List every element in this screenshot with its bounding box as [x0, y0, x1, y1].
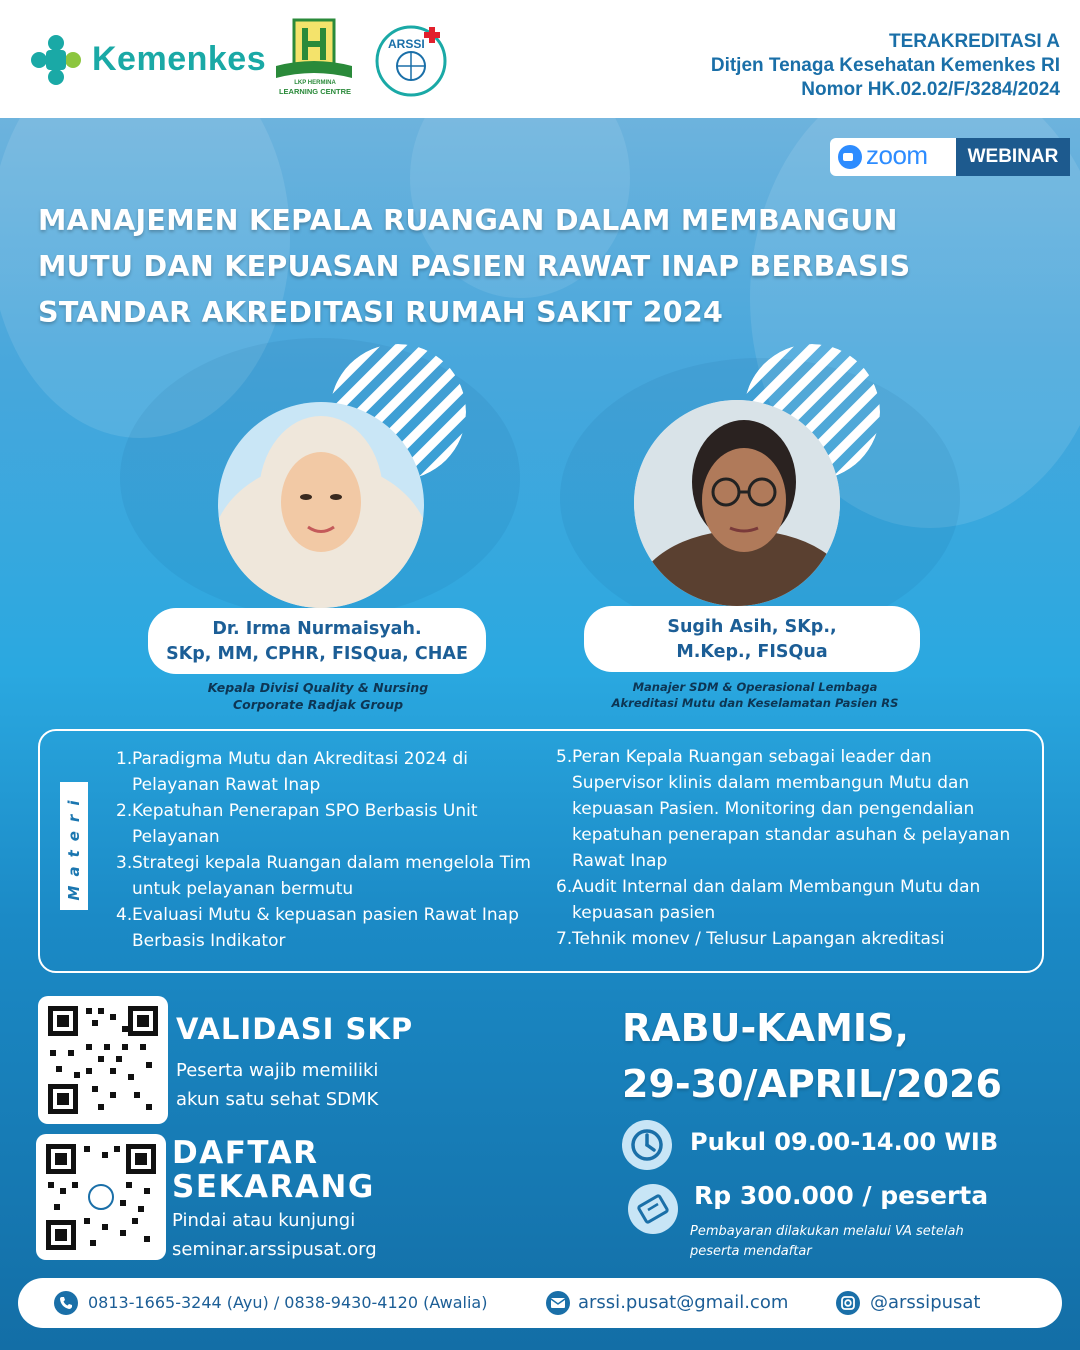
materi-item-line: Strategi kepala Ruangan dalam mengelola Tim — [132, 853, 531, 873]
speaker-1-name-line2: SKp, MM, CPHR, FISQua, CHAE — [166, 644, 468, 664]
materi-item-3 — [116, 850, 546, 902]
materi-item-number: 1. — [116, 749, 133, 769]
event-time: Pukul 09.00-14.00 WIB — [690, 1128, 999, 1156]
materi-item-7 — [556, 926, 1036, 952]
event-date — [622, 1000, 1002, 1112]
speaker-1-name-line1: Dr. Irma Nurmaisyah. — [212, 619, 422, 639]
event-price: Rp 300.000 / peserta — [694, 1181, 989, 1210]
materi-label: Materi — [65, 791, 83, 901]
speaker-1-role-line2: Corporate Radjak Group — [232, 697, 404, 712]
validasi-line1: Peserta wajib memiliki — [176, 1060, 379, 1081]
hermina-caption-big: LEARNING CENTRE — [278, 87, 352, 97]
materi-item-6 — [556, 874, 1036, 926]
zoom-label: zoom — [866, 140, 928, 170]
materi-item-line: Kepatuhan Penerapan SPO Berbasis Unit — [132, 801, 478, 821]
materi-item-number: 5. — [556, 747, 573, 767]
arssi-logo-text: ARSSI — [388, 37, 425, 51]
materi-item-line: kepuasan pasien — [572, 903, 716, 923]
contact-email[interactable]: arssi.pusat@gmail.com — [578, 1292, 789, 1313]
speaker-name-box-1 — [148, 608, 486, 674]
materi-item-2 — [116, 798, 546, 850]
materi-item-line: Evaluasi Mutu & kepuasan pasien Rawat Inap — [132, 905, 519, 925]
clock-icon — [622, 1120, 672, 1170]
materi-list-right — [556, 744, 1036, 952]
materi-item-number: 6. — [556, 877, 573, 897]
hermina-caption — [270, 80, 360, 96]
contact-instagram[interactable]: @arssipusat — [870, 1292, 981, 1313]
zoom-icon — [838, 145, 862, 169]
materi-item-number: 7. — [556, 929, 573, 949]
daftar-qr-code[interactable] — [36, 1134, 166, 1260]
materi-item-line: Pelayanan Rawat Inap — [132, 775, 321, 795]
event-date-line2: 29-30/APRIL/2026 — [622, 1062, 1002, 1106]
materi-item-line: Supervisor klinis dalam membangun Mutu dan — [572, 773, 970, 793]
title-line1: MANAJEMEN KEPALA RUANGAN DALAM MEMBANGUN — [38, 204, 898, 237]
hermina-caption-small: LKP HERMINA — [294, 80, 336, 86]
materi-item-line: kepuasan Pasien. Monitoring dan pengendalian — [572, 799, 975, 819]
zoom-badge — [830, 138, 956, 176]
materi-item-number: 2. — [116, 801, 133, 821]
validasi-qr-code[interactable] — [38, 996, 168, 1124]
speaker-2-role-line2: Akreditasi Mutu dan Keselamatan Pasien RS — [611, 696, 899, 710]
mail-icon — [546, 1291, 570, 1315]
speaker-avatar-1 — [218, 402, 424, 608]
validasi-line2: akun satu sehat SDMK — [176, 1089, 379, 1110]
daftar-title-line1: DAFTAR — [172, 1135, 319, 1171]
speaker-photo-1 — [218, 402, 424, 608]
phone-icon — [54, 1291, 78, 1315]
title-line3: STANDAR AKREDITASI RUMAH SAKIT 2024 — [38, 296, 724, 329]
daftar-link[interactable]: seminar.arssipusat.org — [172, 1239, 377, 1260]
daftar-line1: Pindai atau kunjungi — [172, 1210, 356, 1231]
speaker-2-role-line1: Manajer SDM & Operasional Lembaga — [632, 680, 878, 694]
materi-item-line: Pelayanan — [132, 827, 220, 847]
materi-item-line: Peran Kepala Ruangan sebagai leader dan — [572, 747, 932, 767]
materi-item-line: Audit Internal dan dalam Membangun Mutu dan — [572, 877, 981, 897]
speaker-avatar-2 — [634, 400, 840, 606]
ticket-icon — [628, 1184, 678, 1234]
accreditation-line3: Nomor HK.02.02/F/3284/2024 — [801, 79, 1060, 100]
materi-item-line: Rawat Inap — [572, 851, 668, 871]
materi-item-line: Paradigma Mutu dan Akreditasi 2024 di — [132, 749, 468, 769]
accreditation-line1: TERAKREDITASI A — [889, 31, 1060, 52]
accreditation-line2: Ditjen Tenaga Kesehatan Kemenkes RI — [710, 55, 1060, 76]
materi-label-tab — [60, 782, 88, 910]
materi-item-5 — [556, 744, 1036, 874]
validasi-title: VALIDASI SKP — [176, 1012, 414, 1046]
materi-item-line: kepatuhan penerapan standar asuhan & pelayanan — [572, 825, 1011, 845]
materi-item-line: untuk pelayanan bermutu — [132, 879, 354, 899]
speaker-2-name-line2: M.Kep., FISQua — [676, 642, 828, 662]
daftar-text — [172, 1206, 377, 1264]
qr-code-icon — [44, 1142, 158, 1252]
materi-list-left — [116, 746, 546, 954]
kemenkes-wordmark: Kemenkes — [92, 40, 267, 78]
speaker-role-2 — [574, 679, 936, 711]
accreditation-block — [711, 30, 1060, 102]
event-date-line1: RABU-KAMIS, — [622, 1006, 909, 1050]
materi-item-line: Berbasis Indikator — [132, 931, 286, 951]
speaker-role-1 — [148, 679, 488, 713]
payment-note — [690, 1222, 1030, 1262]
speaker-photo-2 — [634, 400, 840, 606]
payment-note-line2: peserta mendaftar — [690, 1244, 812, 1259]
speaker-name-box-2 — [584, 606, 920, 672]
background-photo-silhouettes — [0, 118, 1080, 638]
materi-item-1 — [116, 746, 546, 798]
kemenkes-logo-icon — [30, 34, 82, 86]
speaker-1-role-line1: Kepala Divisi Quality & Nursing — [207, 680, 429, 695]
validasi-text — [176, 1056, 378, 1114]
contact-phone[interactable]: 0813-1665-3244 (Ayu) / 0838-9430-4120 (Awalia) — [88, 1293, 488, 1312]
title-line2: MUTU DAN KEPUASAN PASIEN RAWAT INAP BERBASIS — [38, 250, 911, 283]
arssi-logo-icon — [374, 24, 448, 98]
materi-item-4 — [116, 902, 546, 954]
header-bar — [0, 0, 1080, 118]
materi-item-number: 3. — [116, 853, 133, 873]
materi-item-number: 4. — [116, 905, 133, 925]
daftar-title-line2: SEKARANG — [172, 1169, 375, 1205]
payment-note-line1: Pembayaran dilakukan melalui VA setelah — [690, 1224, 964, 1239]
qr-code-icon — [46, 1004, 160, 1116]
speaker-2-name-line1: Sugih Asih, SKp., — [667, 617, 837, 637]
daftar-title — [172, 1136, 375, 1204]
webinar-badge: WEBINAR — [956, 138, 1070, 176]
instagram-icon — [836, 1291, 860, 1315]
materi-item-line: Tehnik monev / Telusur Lapangan akreditasi — [572, 929, 945, 949]
event-title — [38, 198, 1038, 336]
contact-bar — [18, 1278, 1062, 1328]
